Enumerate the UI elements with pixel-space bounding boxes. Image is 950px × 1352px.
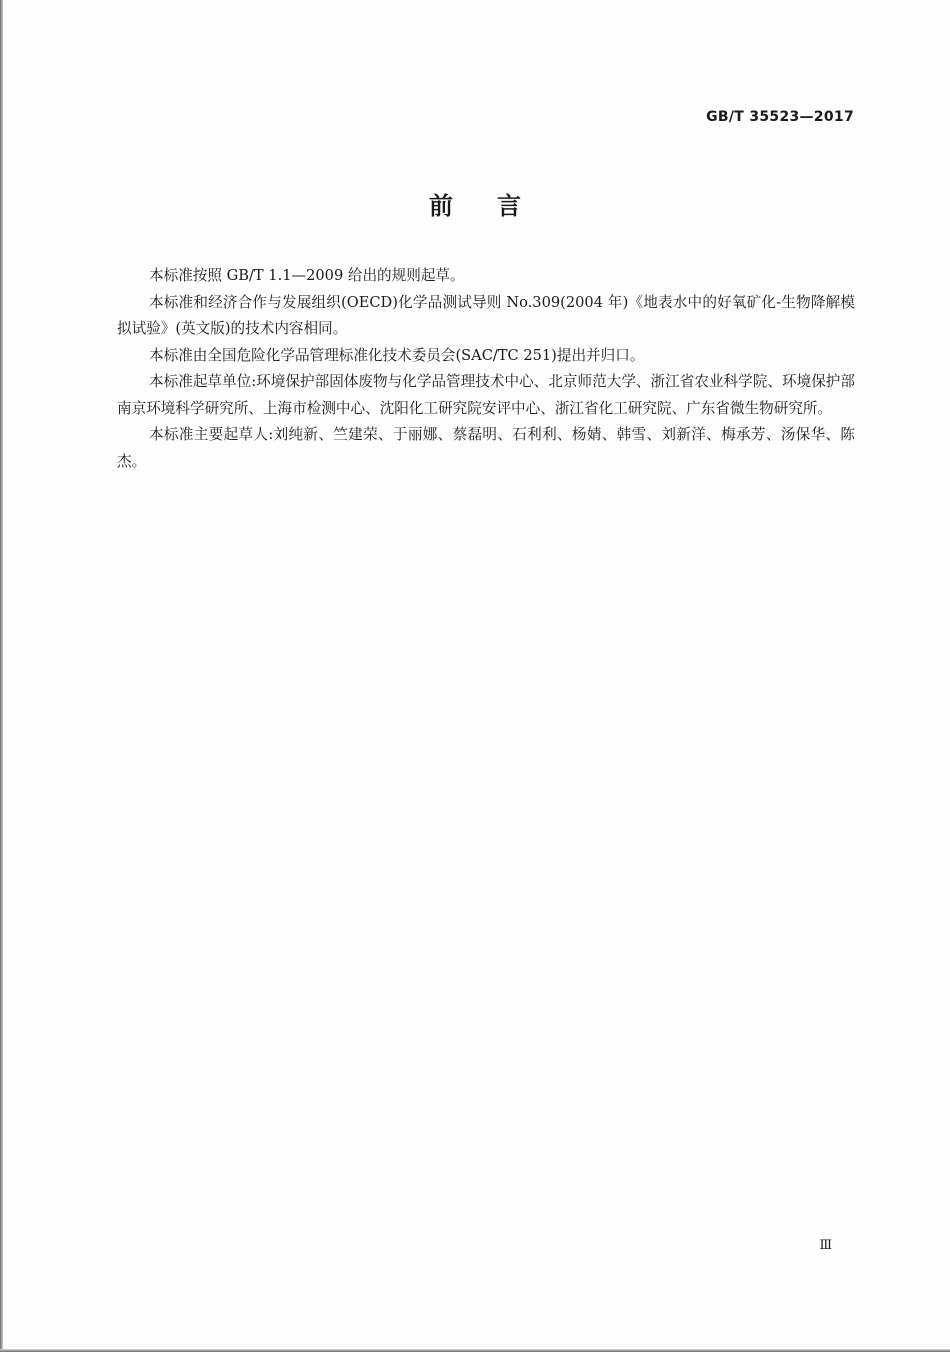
paragraph-proposer: 本标准由全国危险化学品管理标准化技术委员会(SAC/TC 251)提出并归口。 <box>149 346 645 364</box>
standard-number: GB/T 35523—2017 <box>706 109 854 125</box>
page-number: Ⅲ <box>819 1238 831 1253</box>
foreword-body <box>117 263 855 475</box>
paragraph-equivalence: 本标准和经济合作与发展组织(OECD)化学品测试导则 No.309(2004 年)《地表水中的好氧矿化-生物降解模拟试验》(英文版)的技术内容相同。 <box>117 293 855 337</box>
page-title: 前言 <box>429 192 565 220</box>
paragraph-drafters: 本标准主要起草人:刘纯新、竺建荣、于丽娜、蔡磊明、石利利、杨婧、韩雪、刘新洋、梅承芳、汤保华、陈杰。 <box>117 426 855 470</box>
paragraph-drafting-units: 本标准起草单位:环境保护部固体废物与化学品管理技术中心、北京师范大学、浙江省农业科学院、环境保护部南京环境科学研究所、上海市检测中心、沈阳化工研究院安评中心、浙江省化工研究院、广东省微生物研究所。 <box>117 373 855 417</box>
paragraph-drafting-rules: 本标准按照 GB/T 1.1—2009 给出的规则起草。 <box>149 267 465 284</box>
